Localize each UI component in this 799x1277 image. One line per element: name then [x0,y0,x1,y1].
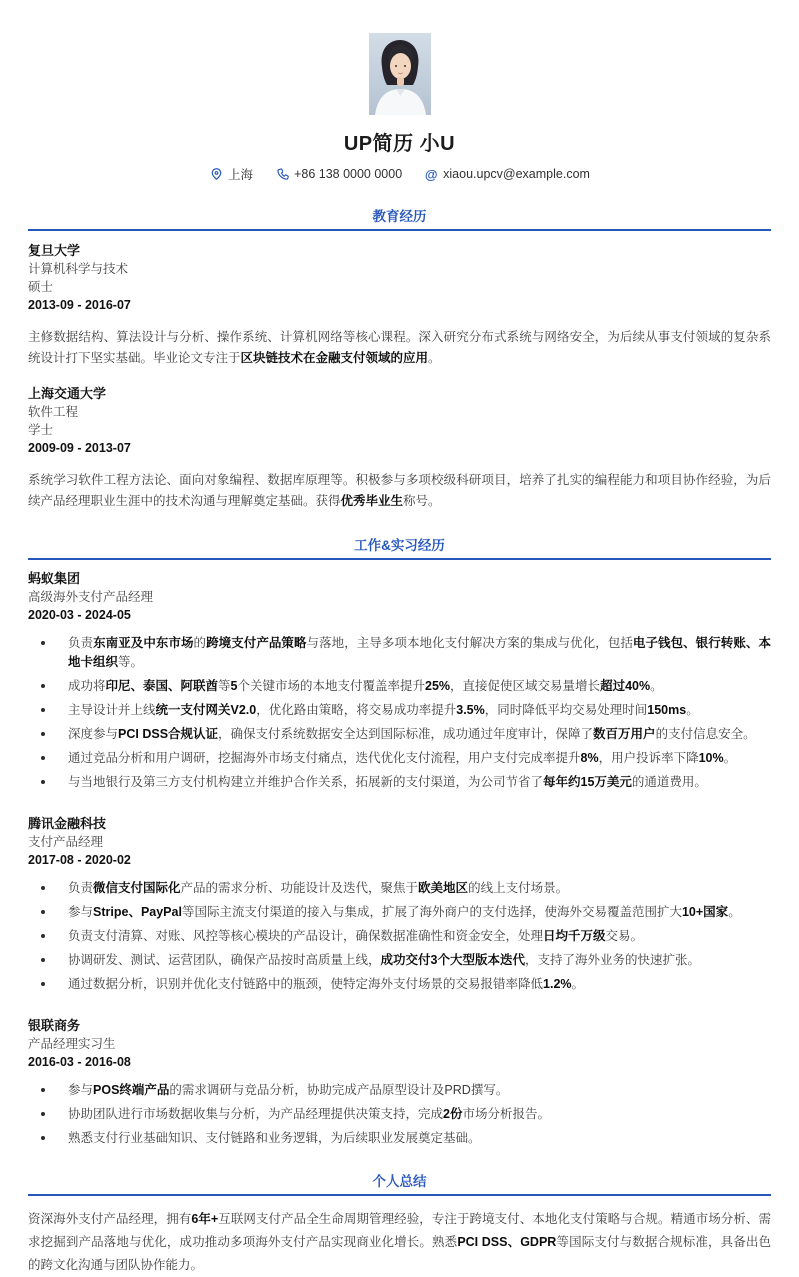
work-entry [28,816,771,994]
candidate-name: UP简历 小U [343,133,456,155]
summary-section-title: 个人总结 [372,1174,427,1189]
work-dates: 2016-03 - 2016-08 [28,1055,131,1069]
work-bullet: 负责微信支付国际化产品的需求分析、功能设计及迭代，聚焦于欧美地区的线上支付场景。 [28,879,771,898]
profile-photo [369,33,431,115]
work-dates: 2017-08 - 2020-02 [28,853,131,867]
work-bullets [28,879,771,994]
job-title: 支付产品经理 [28,835,104,849]
portrait-illustration [369,33,431,115]
work-bullet: 通过数据分析，识别并优化支付链路中的瓶颈，使特定海外支付场景的交易报错率降低1.2%。 [28,975,771,994]
education-entries [28,243,771,512]
summary-paragraph: 资深海外支付产品经理，拥有6年+互联网支付产品全生命周期管理经验，专注于跨境支付、本地化支付策略与合规。精通市场分析、需求挖掘到产品落地与优化，成功推动多项海外支付产品实现商业化增长。熟悉PCI DSS、GDPR等国际支付与数据合规标准，具备出色的跨文化沟通与团队协作能力。 [28,1212,771,1272]
education-description: 主修数据结构、算法设计与分析、操作系统、计算机网络等核心课程。深入研究分布式系统与网络安全，为后续从事支付领域的复杂系统设计打下坚实基础。毕业论文专注于区块链技术在金融支付领域的应用。 [28,330,771,365]
contact-row [0,165,799,183]
section-education [28,205,771,512]
major-name: 软件工程 [28,405,79,419]
work-bullet: 深度参与PCI DSS合规认证，确保支付系统数据安全达到国际标准，成功通过年度审计，保障了数百万用户的支付信息安全。 [28,725,771,744]
work-bullet: 通过竞品分析和用户调研，挖掘海外市场支付痛点，迭代优化支付流程，用户支付完成率提升8%，用户投诉率下降10%。 [28,749,771,768]
education-dates: 2013-09 - 2016-07 [28,298,131,312]
resume-header [0,0,799,183]
work-section-title: 工作&实习经历 [354,538,445,553]
contact-email [424,167,590,181]
school-name: 复旦大学 [28,243,81,258]
education-dates: 2009-09 - 2013-07 [28,441,131,455]
major-name: 计算机科学与技术 [28,262,129,276]
company-name: 蚂蚁集团 [28,571,81,586]
work-section-rule [28,558,771,560]
company-name: 银联商务 [28,1018,81,1033]
education-description: 系统学习软件工程方法论、面向对象编程、数据库原理等。积极参与多项校级科研项目，培养了扎实的编程能力和项目协作经验，为后续产品经理职业生涯中的技术沟通与理解奠定基础。获得优秀毕业生称号。 [28,473,771,508]
work-bullet: 与当地银行及第三方支付机构建立并维护合作关系，拓展新的支付渠道，为公司节省了每年约15万美元的通道费用。 [28,773,771,792]
phone-text: +86 138 0000 0000 [294,167,403,181]
job-title: 高级海外支付产品经理 [28,590,154,604]
work-entries [28,571,771,1148]
education-section-rule [28,229,771,231]
work-entry [28,571,771,792]
work-bullet: 熟悉支付行业基础知识、支付链路和业务逻辑，为后续职业发展奠定基础。 [28,1129,771,1148]
location-pin-icon [209,167,223,181]
degree-name: 学士 [28,423,54,437]
education-entry [28,386,771,512]
work-dates: 2020-03 - 2024-05 [28,608,131,622]
work-bullet: 参与POS终端产品的需求调研与竞品分析，协助完成产品原型设计及PRD撰写。 [28,1081,771,1100]
work-bullet: 负责东南亚及中东市场的跨境支付产品策略与落地，主导多项本地化支付解决方案的集成与优化，包括电子钱包、银行转账、本地卡组织等。 [28,634,771,672]
work-bullet: 参与Stripe、PayPal等国际主流支付渠道的接入与集成，扩展了海外商户的支付选择，使海外交易覆盖范围扩大10+国家。 [28,903,771,922]
work-bullet: 协助团队进行市场数据收集与分析，为产品经理提供决策支持，完成2份市场分析报告。 [28,1105,771,1124]
work-bullet: 主导设计并上线统一支付网关V2.0，优化路由策略，将交易成功率提升3.5%，同时降低平均交易处理时间150ms。 [28,701,771,720]
contact-phone [275,167,402,181]
company-name: 腾讯金融科技 [28,816,107,831]
at-icon: @ [424,166,438,182]
work-bullet: 协调研发、测试、运营团队，确保产品按时高质量上线，成功交付3个大型版本迭代，支持了海外业务的快速扩张。 [28,951,771,970]
degree-name: 硕士 [28,280,54,294]
section-summary [28,1170,771,1277]
job-title: 产品经理实习生 [28,1037,116,1051]
work-bullet: 成功将印尼、泰国、阿联酋等5个关键市场的本地支付覆盖率提升25%，直接促使区域交易量增长超过40%。 [28,677,771,696]
summary-section-rule [28,1194,771,1196]
section-work [28,534,771,1148]
work-entry [28,1018,771,1148]
education-entry [28,243,771,369]
work-bullet: 负责支付清算、对账、风控等核心模块的产品设计，确保数据准确性和资金安全，处理日均千万级交易。 [28,927,771,946]
phone-icon [275,167,289,181]
work-bullets [28,1081,771,1148]
education-section-title: 教育经历 [372,209,427,224]
work-bullets [28,634,771,792]
location-text: 上海 [228,168,254,182]
school-name: 上海交通大学 [28,386,107,401]
contact-location [209,165,253,183]
email-text: xiaou.upcv@example.com [443,167,590,181]
resume-body [0,205,799,1277]
